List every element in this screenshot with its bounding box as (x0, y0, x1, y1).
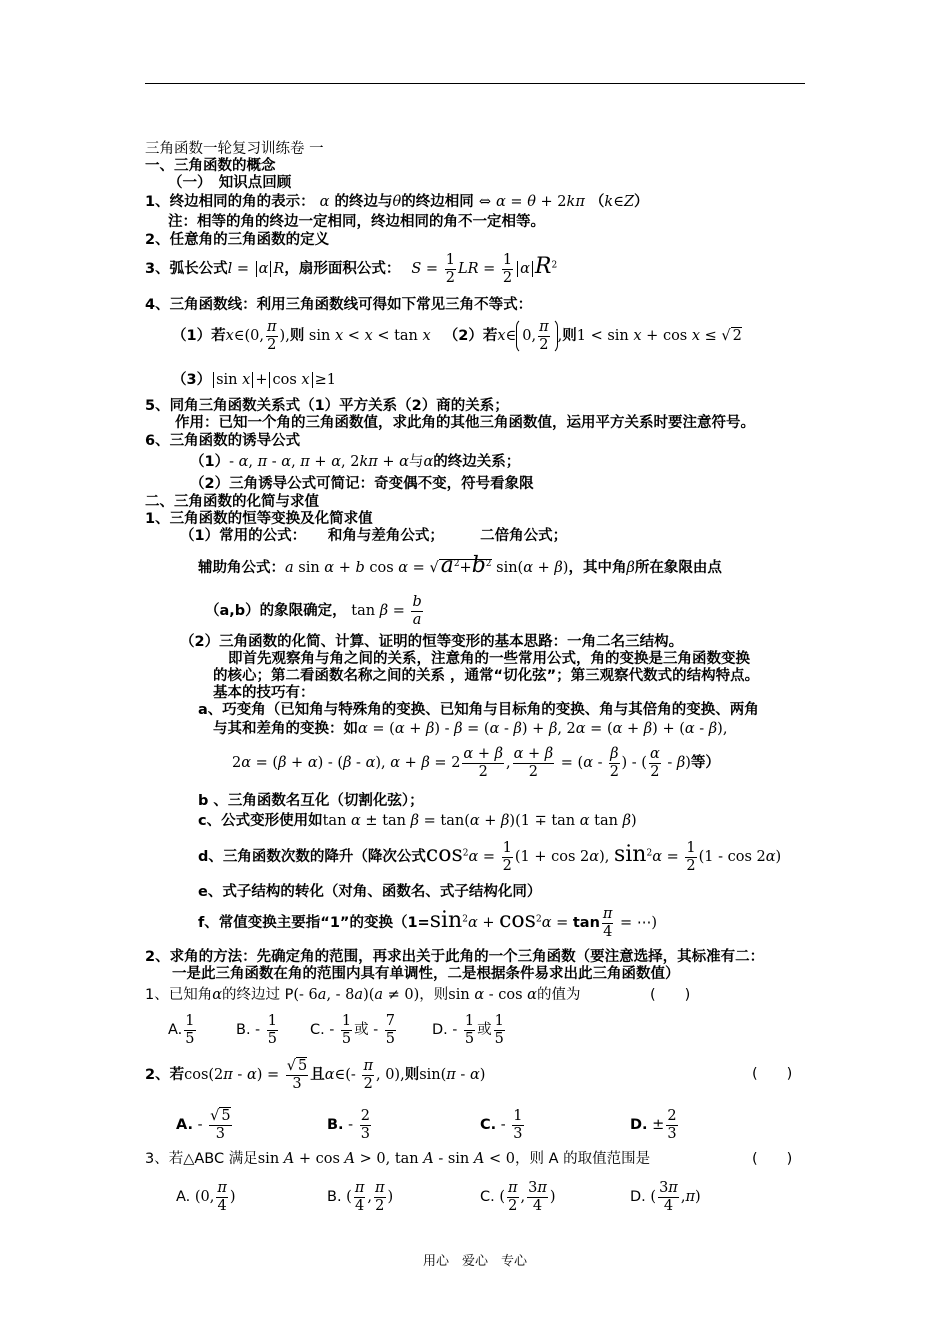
item-2: 2、任意角的三角函数的定义 (145, 232, 330, 248)
item-1: 1、终边相同的角的表示： α 的终边与θ的终边相同 ⇔ α = θ + 2kπ （k∈Z） (145, 194, 649, 210)
question-3-option-b[interactable]: B. ( $\frac{\pi}{4}$ , $\frac{\pi}{2}$ ) (327, 1180, 394, 1214)
tip-c: c、公式变形使用如tan α ± tan β = tan(α + β)(1 ∓ tan α tan β) (198, 813, 637, 829)
section-1-heading: 一、三角函数的概念 (145, 158, 276, 174)
tip-a-3: 2α = (β + α) - (β - α), α + β = 2 $\frac{\alpha + \beta}{2}$ , $\frac{\alpha + \beta}{2}$ = (α - $\frac{\beta}{2}$ ) - ( $\frac{\alpha}{2}$ - β)等） (232, 746, 720, 780)
item-2-1-2-c: 基本的技巧有： (213, 685, 315, 701)
inequality-1-2: （1）若x∈(0, $\frac{\pi}{2}$ ),则 sin x < x < tan x （2）若x∈ 0, $\frac{\pi}{2}$ ,则1 < sin x + cos x ≤ √ 2 (172, 319, 742, 353)
item-5-note: 作用：已知一个角的三角函数值，求此角的其他三角函数值，运用平方关系时要注意符号。 (175, 415, 755, 431)
tip-e: e、式子结构的转化（对角、函数名、式子结构化同） (198, 884, 542, 900)
question-2-paren: ( ) (752, 1066, 793, 1082)
question-2-option-b[interactable]: B. - $\frac{2}{3}$ (327, 1108, 370, 1142)
tip-f: f、常值变换主要指“1”的变换（$1=\sin^2\alpha + \cos^2\alpha = \tan$ $\frac{\pi}{4}$ = ⋯) (198, 906, 657, 940)
tip-d: d、三角函数次数的降升（降次公式$\cos^2\alpha$ = $\frac{1}{2}$ (1 + cos 2α), $\sin^2\alpha$ = $\frac{1}{2}$ (1 - cos 2α) (198, 840, 782, 874)
item-2-2: 2、求角的方法：先确定角的范围，再求出关于此角的一个三角函数（要注意选择，其标准有二： (145, 949, 765, 965)
item-4: 4、三角函数线：利用三角函数线可得如下常见三角不等式： (145, 297, 533, 313)
question-1-option-c[interactable]: C. - $\frac{1}{5}$ 或 - $\frac{7}{5}$ (310, 1013, 395, 1047)
section-1-sub: （一） 知识点回顾 (168, 175, 292, 191)
item-2-1-2-a: 即首先观察角与角之间的关系，注意角的一些常用公式，角的变换是三角函数变换 (228, 651, 750, 667)
question-3: 3、若△ABC 满足sin A + cos A > 0, tan A - sin A < 0，则 A 的取值范围是 (145, 1151, 651, 1167)
question-3-paren: ( ) (752, 1151, 793, 1167)
doc-title: 三角函数一轮复习训练卷 一 (145, 141, 324, 157)
question-1-paren: ( ) (650, 987, 691, 1003)
tip-a: a、巧变角（已知角与特殊角的变换、已知角与目标角的变换、角与其倍角的变换、两角 (198, 702, 759, 718)
item-5: 5、同角三角函数关系式（1）平方关系（2）商的关系； (145, 398, 509, 414)
question-2-option-d[interactable]: D. ± $\frac{2}{3}$ (630, 1108, 677, 1142)
item-2-1-2: （2）三角函数的化简、计算、证明的恒等变形的基本思路：一角二名三结构。 (180, 634, 684, 650)
common-formulas: （1）常用的公式： 和角与差角公式； 二倍角公式； (180, 528, 568, 544)
section-2-heading: 二、三角函数的化简与求值 (145, 494, 319, 510)
question-3-option-d[interactable]: D. ( $\frac{3\pi}{4}$ ,π) (630, 1180, 701, 1214)
inequality-3: （3） sin x + cos x ≥1 (172, 372, 336, 388)
question-1-option-b[interactable]: B. - $\frac{1}{5}$ (236, 1013, 277, 1047)
tip-b: b 、三角函数名互化（切割化弦）； (198, 793, 424, 809)
question-1-option-d[interactable]: D. - $\frac{1}{5}$ 或 $\frac{1}{5}$ (432, 1013, 504, 1047)
tip-a-2: 与其和差角的变换：如α = (α + β) - β = (α - β) + β, 2α = (α + β) + (α - β), (213, 721, 728, 737)
question-2-option-c[interactable]: C. - $\frac{1}{3}$ (480, 1108, 523, 1142)
question-2-option-a[interactable]: A. - $\frac{√ 5}{3}$ (176, 1108, 231, 1142)
auxiliary-angle-formula: 辅助角公式：a sin α + b $\cos \alpha = √a^2+b^2$ sin(α + β)，其中角β所在象限由点 (198, 553, 722, 578)
item-2-1: 1、三角函数的恒等变换及化简求值 (145, 511, 373, 527)
item-6-2: （2）三角诱导公式可简记：奇变偶不变，符号看象限 (190, 476, 534, 492)
item-1-note: 注：相等的角的终边一定相同，终边相同的角不一定相等。 (168, 214, 545, 230)
item-2-1-2-b: 的核心；第二看函数名称之间的关系 ，通常“切化弦”；第三观察代数式的结构特点。 (213, 668, 760, 684)
page-footer: 用心 爱心 专心 (422, 1254, 527, 1269)
question-3-option-c[interactable]: C. ( $\frac{\pi}{2}$ , $\frac{3\pi}{4}$ ) (480, 1180, 556, 1214)
question-1: 1、已知角α的终边过 P(- 6a, - 8a)(a ≠ 0)，则sin α - cos α的值为 (145, 987, 581, 1003)
question-1-option-a[interactable]: A. $\frac{1}{5}$ (168, 1013, 195, 1047)
quadrant-note: （a,b）的象限确定， tan β = $\frac{b}{a}$ (205, 594, 422, 628)
item-6: 6、三角函数的诱导公式 (145, 433, 301, 449)
header-rule (145, 83, 805, 84)
item-2-2-b: 一是此三角函数在角的范围内具有单调性，二是根据条件易求出此三角函数值） (172, 966, 680, 982)
item-3: 3、弧长公式l = α R，扇形面积公式： S = $\frac{1}{2}$ LR = $\frac{1}{2}$ α $R^2$ (145, 252, 558, 286)
question-3-option-a[interactable]: A. (0, $\frac{\pi}{4}$ ) (176, 1180, 236, 1214)
question-2: 2、若cos(2π - α) = $\frac{√ 5}{3}$ 且α∈(- $\frac{\pi}{2}$ , 0),则sin(π - α) (145, 1058, 486, 1092)
item-6-1: （1）- α, π - α, π + α, 2kπ + α与α的终边关系； (190, 454, 521, 470)
